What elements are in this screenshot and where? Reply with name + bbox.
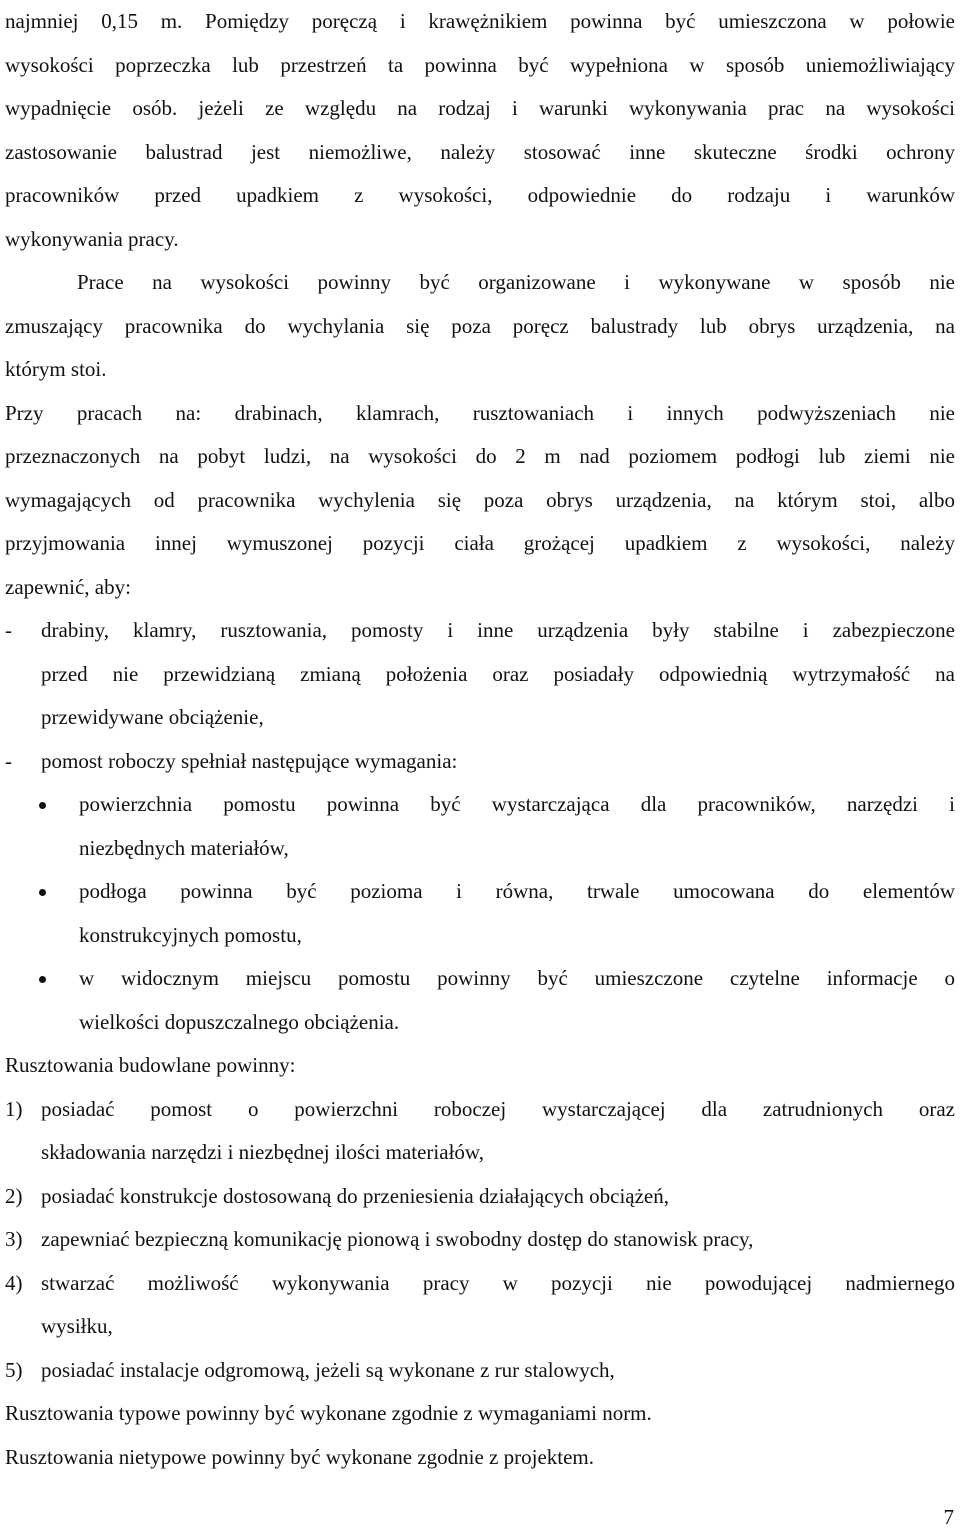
- list-item-text: [41, 609, 955, 740]
- document-page: [5, 0, 955, 1479]
- number-marker: 3): [5, 1227, 23, 1251]
- numbered-list-item: [5, 1349, 955, 1393]
- text-line: przed nie przewidzianą zmianą położenia oraz posiadały odpowiednią wytrzymałość na: [41, 661, 955, 686]
- bullet-list-item: [5, 870, 955, 957]
- text-line: drabiny, klamry, rusztowania, pomosty i inne urządzenia były stabilne i zabezpieczone: [41, 618, 955, 642]
- number-marker: 5): [5, 1357, 23, 1382]
- text-line: wysokości poprzeczka lub przestrzeń ta powinna być wypełniona w sposób uniemożliwiający: [5, 52, 955, 77]
- number-marker: 2): [5, 1183, 23, 1208]
- text-line: wypadnięcie osób. jeżeli ze względu na rodzaj i warunki wykonywania prac na wysokości: [5, 96, 955, 120]
- text-line: przewidywane obciążenie,: [41, 705, 264, 729]
- paragraph-railings: [5, 0, 955, 261]
- bullet-list-item: [5, 957, 955, 1044]
- number-marker: 4): [5, 1270, 23, 1295]
- text-line: przyjmowania innej wymuszonej pozycji ciała grożącej upadkiem z wysokości, należy: [5, 531, 955, 555]
- text-line: zapewnić, aby:: [5, 574, 131, 599]
- text-line: wysiłku,: [41, 1314, 113, 1338]
- text-line: zmuszający pracownika do wychylania się poza poręcz balustrady lub obrys urządzenia, na: [5, 313, 955, 338]
- numbered-list-item: [5, 1175, 955, 1219]
- bullet-list-item: [5, 783, 955, 870]
- paragraph-work-at-height: [5, 261, 955, 392]
- numbered-list-item: [5, 1218, 955, 1262]
- text-line: przeznaczonych na pobyt ludzi, na wysokości do 2 m nad poziomem podłogi lub ziemi nie: [5, 444, 955, 468]
- list-item-text: [79, 957, 955, 1044]
- text-line: podłoga powinna być pozioma i równa, trwale umocowana do elementów: [79, 879, 955, 903]
- text-line: Przy pracach na: drabinach, klamrach, rusztowaniach i innych podwyższeniach nie: [5, 400, 955, 425]
- text-line: wykonywania pracy.: [5, 226, 179, 251]
- text-line: którym stoi.: [5, 357, 107, 381]
- text-line: zapewniać bezpieczną komunikację pionową i swobodny dostęp do stanowisk pracy,: [41, 1227, 754, 1251]
- text-line: posiadać konstrukcje dostosowaną do przeniesienia działających obciążeń,: [41, 1183, 670, 1208]
- scaffold-heading: Rusztowania budowlane powinny:: [5, 1053, 296, 1077]
- paragraph-ladders: [5, 392, 955, 610]
- page-number: 7: [943, 1505, 954, 1529]
- dash-list-item: [5, 740, 955, 784]
- text-line: posiadać pomost o powierzchni roboczej wystarczającej dla zatrudnionych oraz: [41, 1096, 955, 1121]
- text-line: najmniej 0,15 m. Pomiędzy poręczą i krawężnikiem powinna być umieszczona w połowie: [5, 9, 955, 33]
- dash-marker: -: [5, 618, 12, 642]
- text-line: zastosowanie balustrad jest niemożliwe, należy stosować inne skuteczne środki ochrony: [5, 139, 955, 164]
- text-line: pracowników przed upadkiem z wysokości, odpowiednie do rodzaju i warunków: [5, 183, 955, 207]
- text-line: składowania narzędzi i niezbędnej ilości materiałów,: [41, 1140, 484, 1164]
- text-line: w widocznym miejscu pomostu powinny być umieszczone czytelne informacje o: [79, 966, 955, 990]
- dash-list-item: [5, 609, 955, 740]
- text-line: stwarzać możliwość wykonywania pracy w pozycji nie powodującej nadmiernego: [41, 1270, 955, 1295]
- bullet-icon: [5, 957, 79, 1044]
- text-line: powierzchnia pomostu powinna być wystarczająca dla pracowników, narzędzi i: [79, 792, 955, 816]
- list-item-text: [41, 1088, 955, 1175]
- list-item-text: [41, 1262, 955, 1349]
- text-line: wielkości dopuszczalnego obciążenia.: [79, 1009, 400, 1034]
- text-line: posiadać instalacje odgromową, jeżeli są wykonane z rur stalowych,: [41, 1357, 615, 1382]
- number-marker: 1): [5, 1096, 23, 1121]
- text-line: konstrukcyjnych pomostu,: [79, 922, 302, 947]
- bullet-icon: [5, 783, 79, 870]
- closing-typical-scaffolds: Rusztowania typowe powinny być wykonane zgodnie z wymaganiami norm.: [5, 1401, 652, 1425]
- bullet-icon: [5, 870, 79, 957]
- text-line: Prace na wysokości powinny być organizowane i wykonywane w sposób nie: [77, 270, 955, 294]
- text-line: pomost roboczy spełniał następujące wymagania:: [41, 748, 458, 773]
- numbered-list-item: [5, 1088, 955, 1175]
- text-line: niezbędnych materiałów,: [79, 835, 289, 860]
- closing-atypical-scaffolds: Rusztowania nietypowe powinny być wykonane zgodnie z projektem.: [5, 1444, 595, 1469]
- list-item-text: [79, 870, 955, 957]
- numbered-list-item: [5, 1262, 955, 1349]
- dash-marker: -: [5, 748, 12, 773]
- list-item-text: [79, 783, 955, 870]
- text-line: wymagających od pracownika wychylenia się poza obrys urządzenia, na którym stoi, albo: [5, 487, 955, 512]
